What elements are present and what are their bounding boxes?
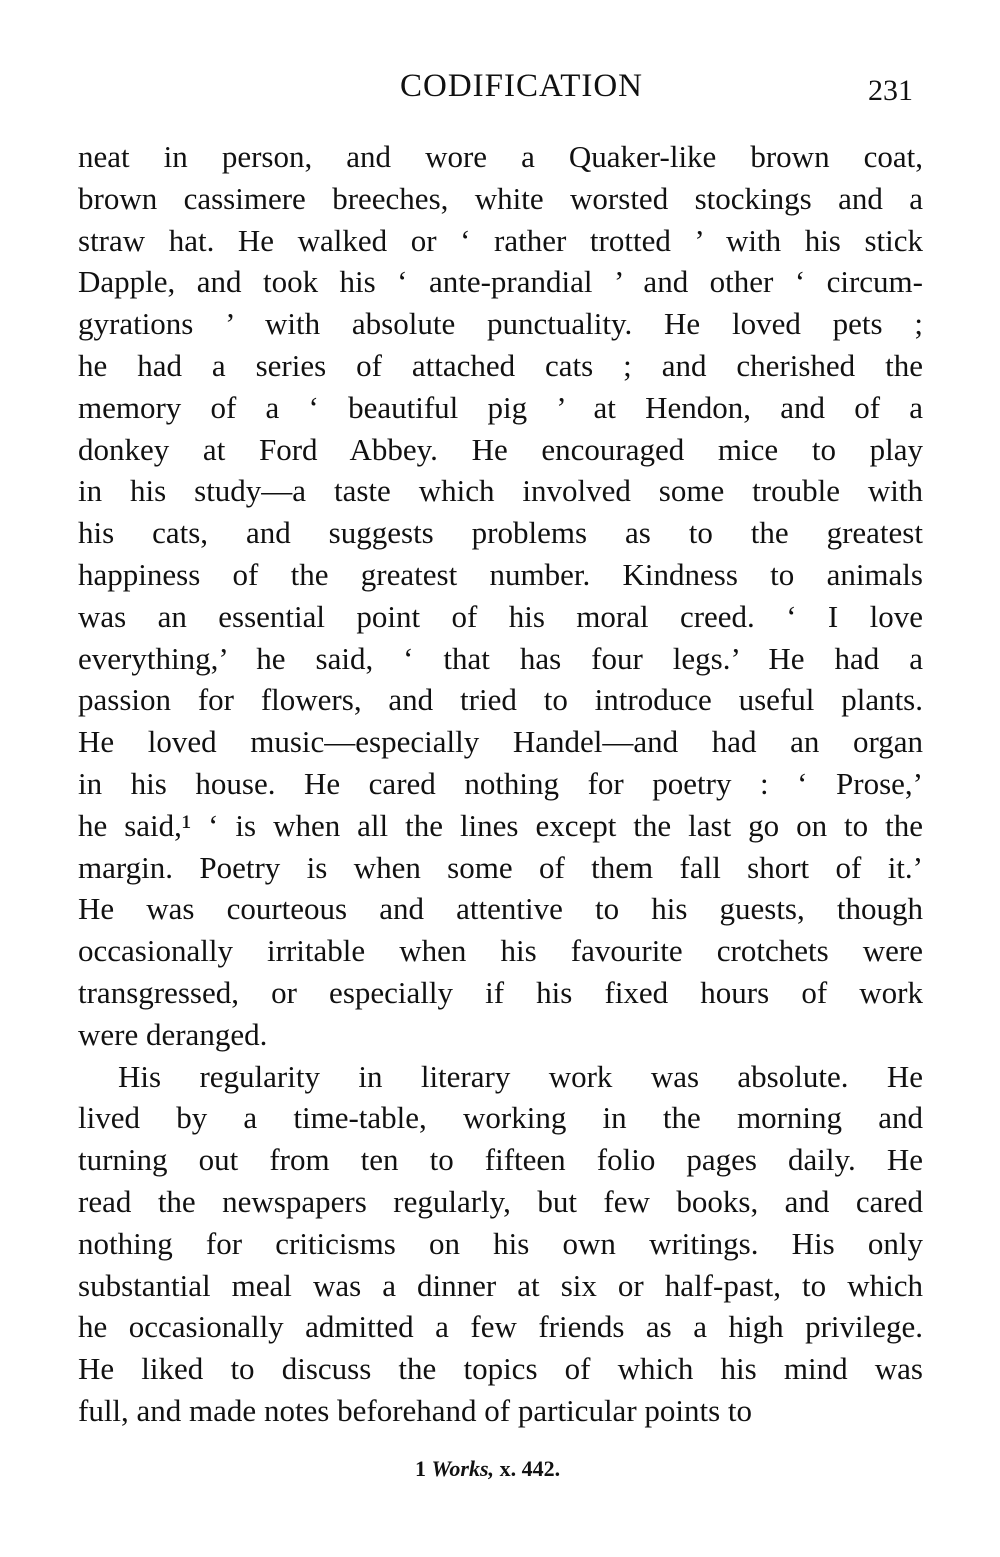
text-line: passion for flowers, and tried to introduce useful plants. xyxy=(78,682,923,718)
text-line: he said,¹ ‘ is when all the lines except the last go on to the xyxy=(78,807,923,843)
text-line: everything,’ he said, ‘ that has four legs.’ He had a xyxy=(78,640,923,676)
text-line: substantial meal was a dinner at six or half-past, to which xyxy=(78,1267,923,1303)
page-body xyxy=(78,136,923,1432)
text-line: neat in person, and wore a Quaker-like brown coat, xyxy=(78,139,923,174)
text-line: memory of a ‘ beautiful pig ’ at Hendon, and of a xyxy=(78,389,923,425)
text-line: he had a series of attached cats ; and cherished the xyxy=(78,347,923,383)
text-line: in his house. He cared nothing for poetry : ‘ Prose,’ xyxy=(78,765,923,801)
page-number: 231 xyxy=(868,74,913,107)
text-line: He liked to discuss the topics of which his mind was xyxy=(78,1351,923,1387)
text-line: nothing for criticisms on his own writings. His only xyxy=(78,1225,923,1261)
footnote-marker: 1 xyxy=(415,1456,426,1481)
text-line: His regularity in literary work was absolute. He xyxy=(118,1058,923,1094)
text-line: He loved music—especially Handel—and had an organ xyxy=(78,724,923,760)
text-line: He was courteous and attentive to his guests, though xyxy=(78,891,923,927)
text-line: margin. Poetry is when some of them fall short of it.’ xyxy=(78,849,923,885)
footnote xyxy=(415,1456,560,1482)
text-line: in his study—a taste which involved some trouble with xyxy=(78,473,923,509)
text-line: straw hat. He walked or ‘ rather trotted ’ with his stick xyxy=(78,222,923,258)
text-line: full, and made notes beforehand of particular points to xyxy=(78,1392,753,1428)
text-line: Dapple, and took his ‘ ante-prandial ’ and other ‘ circum- xyxy=(78,264,923,300)
footnote-work: Works, xyxy=(431,1456,495,1481)
text-line: he occasionally admitted a few friends as a high privilege. xyxy=(78,1309,923,1345)
text-line: transgressed, or especially if his fixed hours of work xyxy=(78,974,923,1010)
text-line: turning out from ten to fifteen folio pages daily. He xyxy=(78,1142,923,1178)
text-line: occasionally irritable when his favourite crotchets were xyxy=(78,933,923,969)
text-line: gyrations ’ with absolute punctuality. He loved pets ; xyxy=(78,306,923,342)
running-header xyxy=(0,68,1000,112)
text-line: brown cassimere breeches, white worsted stockings and a xyxy=(78,180,923,216)
footnote-ref: x. 442. xyxy=(499,1456,561,1481)
text-line: was an essential point of his moral creed. ‘ I love xyxy=(78,598,923,634)
text-line: happiness of the greatest number. Kindness to animals xyxy=(78,556,923,592)
text-line: were deranged. xyxy=(78,1016,268,1052)
text-line: his cats, and suggests problems as to the greatest xyxy=(78,515,923,551)
text-line: donkey at Ford Abbey. He encouraged mice to play xyxy=(78,431,923,467)
chapter-title: CODIFICATION xyxy=(400,68,643,104)
text-line: lived by a time-table, working in the morning and xyxy=(78,1100,923,1136)
text-line: read the newspapers regularly, but few books, and cared xyxy=(78,1183,923,1219)
